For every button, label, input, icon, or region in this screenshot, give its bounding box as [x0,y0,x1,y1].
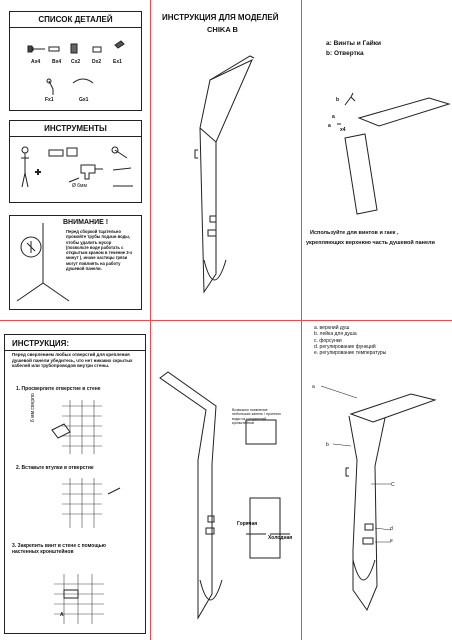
step2-label: 2. Вставьте втулки в отверстие [16,465,94,471]
warning-title: ВНИМАНИЕ ! [63,219,109,226]
warning-text: Перед сборкой тщательно промойте трубы подачи воды, чтобы удалить мусор (позвольте воде работать с открытым краном в течение 3-х минут ), иначе частицы грязи могут повлиять на работу душевой панели. [66,229,133,271]
part-label-b: Bx4 [52,59,62,65]
page2-title: ИНСТРУКЦИЯ ДЛЯ МОДЕЛЕЙ [162,13,279,22]
cold-label: Холодная [268,535,293,541]
legend-item-a: a. верхний душ [314,325,350,331]
part-label-d: Dx2 [92,59,102,65]
step1-label: 1. Просверлите отверстие в стене [16,386,101,392]
legend-item-c: c. форсунки [314,337,342,344]
label-a-qty: x4 [340,127,346,133]
shower-panel-drawing-3 [301,320,452,640]
shower-panel-drawing-1 [150,0,301,320]
hot-label: Горячая [237,521,258,527]
leak-note: Возможно появление небольших капель / протечек воды из соединений кронштейнов [232,408,281,426]
label-b-screwdriver: b [336,97,340,103]
tools-title: ИНСТРУМЕНТЫ [10,121,141,137]
wall-drilling-drawings [4,334,146,634]
legend-item-e: e. регулирование температуры [314,350,387,356]
callout-b: b [326,442,329,448]
callout-c: C [391,482,395,488]
instructions-title: ИНСТРУКЦИЯ: [12,339,70,348]
bracket-label-a: A [60,612,64,618]
part-label-e: Ex1 [113,59,122,65]
label-a-qty-letter: a [328,123,331,129]
page3-note-line1: Используйте для винтов и гаек , [310,230,399,236]
callout-d: d [390,526,393,532]
parts-list-title: СПИСОК ДЕТАЛЕЙ [10,12,141,28]
legend-b: b: Отвертка [326,50,364,57]
tools-icons [9,120,142,203]
legend-a: a: Винты и Гайки [326,40,382,47]
part-label-c: Cx2 [71,59,81,65]
page3-note-line2: укрепляющих верхнюю часть душевой панели [306,240,435,246]
step3-label: 3. Закрепить винт в стене с помощью настенных кронштейнов [12,543,106,556]
drill-size-label: Ø 6мм [72,183,87,189]
page2-model: CHIKA B [207,25,238,34]
drill-dimension-label: 6 мм сверло [30,393,36,422]
part-label-f: Fx1 [45,97,54,103]
callout-a: a [312,384,315,390]
legend-item-d: d. регулирование функций [314,343,376,350]
instructions-intro: Перед сверлением любых отверстий для крепления душевой панели убедитесь, что нет никаких скрытых кабелей или трубопроводов внутри стены. [12,352,133,369]
shower-panel-drawing-2 [150,320,301,640]
top-shower-install-drawing [301,0,452,320]
part-label-a: Ax4 [31,59,41,65]
part-label-g: Gx1 [79,97,89,103]
label-a-screw: a [332,114,335,120]
callout-e: e [390,538,393,544]
legend-item-b: b. лейка для душа [314,331,357,338]
